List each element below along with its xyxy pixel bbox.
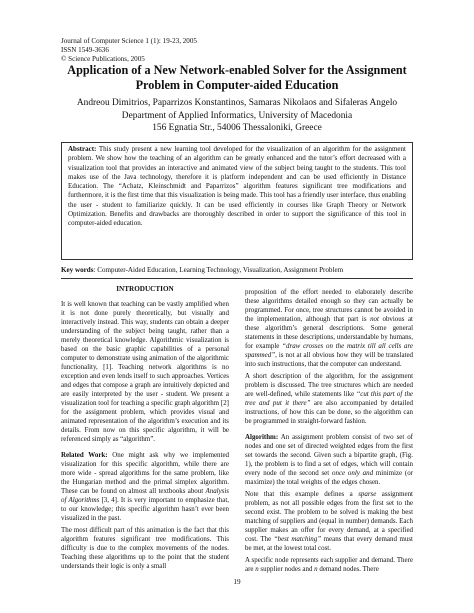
difficulty-paragraph: The most difficult part of this animation is the fact that this algorithm features significant tree modifications. This difficulty is due to the complex movements of the nodes. Teaching these algorithms up to the point that the student understands their logic is only a small bbox=[61, 526, 229, 570]
keywords-line bbox=[61, 266, 413, 275]
keywords-label: Key words bbox=[61, 266, 94, 274]
abstract-text: This study present a new learning tool developed for the visualization of an algorithm for the assignment problem. We show how the teaching of an algorithm can be greatly enhanced and the tutor’s effort decreased with a visualization tool that provides an interactive and animated view of the subject being taught to the students. This tool makes use of the Java technology, therefore it is platform independent and can be used efficiently in Distance Education. The “Achatz, Kleinschmidt and Paparrizos” algorithm features significant tree modifications and furthermore, it is the first time that this visualization is being made. This tool has a friendly user interface, thus enabling the user - student to familiarize quickly. It can be used efficiently in courses like Graph Theory or Network Optimization. Benefits and drawbacks are thoroughly described in order to support the significance of this tool in computer-aided education. bbox=[68, 145, 406, 228]
section-heading-introduction: INTRODUCTION bbox=[116, 285, 174, 293]
related-work-paragraph: Related Work: One might ask why we implemented visualization for this specific algorithm, while there are more wide - spread algorithms for the same problem, like the Hungarian method and the primal simplex algorithm. These can be found on almost all textbooks about Analysis of Algorithms [3, 4]. It is very important to emphasize that, to our knowledge; this specific algorithm hasn’t ever been visualized in the past. bbox=[61, 451, 229, 522]
sparse-paragraph: Note that this example defines a sparse assignment problem, as not all possible edges from the first set to the second exist. The problem to be solved is making the best matching of suppliers and (equal in number) demands. Each supplier makes an offer for every demand, at a specified cost. The “best matching” means that every demand must be met, at the lowest total cost. bbox=[245, 490, 413, 552]
journal-issn: ISSN 1549-3636 bbox=[61, 46, 109, 54]
algorithm-paragraph: Algorithm: An assignment problem consist of two set of nodes and one set of directed weighted edges from the first set towards the second. Given such a bipartite graph, (Fig. 1), the problem is to find a set of edges, which will contain every node of the second set once only and minimize (or maximize) the total weights of the edges chosen. bbox=[245, 433, 413, 486]
journal-header bbox=[61, 37, 197, 64]
abstract-label: Abstract: bbox=[68, 145, 97, 153]
intro-paragraph: It is well known that teaching can be vastly amplified when it is not done purely theoretically, but visually and interactively instead. This way, students can obtain a deeper understanding of the subject being taught, rather than a merely theoretical knowledge. Algorithmic visualization is based on the basic graphic capabilities of a personal computer to demonstrate using animation of the algorithmic functionality, [1]. Teaching network algorithms is no exception and even lends itself to such approaches. Vertices and edges that compose a graph are intuitively depicted and are easily interpreted by the user - student. We present a visualization tool for teaching a specific graph algorithm [2] for the assignment problem, which provides visual and animated representation of the algorithm’s execution and its details. From now on this specific algorithm, it will be referenced simply as “algorithm”. bbox=[61, 300, 229, 443]
divider-line bbox=[61, 278, 413, 279]
description-paragraph: A short description of the algorithm, for the assignment problem is discussed. The tree structures which are needed are well-defined, while statements like “cut this part of the tree and put it there” are also accompanied by detailed instructions, of how this can be done, so the algorithm can be programmed in straight-forward fashion. bbox=[245, 372, 413, 425]
journal-copyright: © Science Publications, 2005 bbox=[61, 55, 145, 63]
author-names: Andreou Dimitrios, Paparrizos Konstantinos, Samaras Nikolaos and Sifaleras Angelo bbox=[76, 98, 398, 108]
left-column bbox=[61, 285, 229, 574]
continuation-paragraph: proposition of the effort needed to elaborately describe these algorithms detailed enough so they can actually be programmed. For once, tree structures cannot be avoided in the implementation, although that part is not obvious at these algorithm’s general descriptions. Some general statements in these descriptions, understandable by humans, for example “draw crosses on the matrix till all cells are spammed”, is not at all obvious how they will be translated into such instructions, that the computer can understand. bbox=[245, 288, 414, 368]
paper-title: Application of a New Network-enabled Solver for the Assignment Problem in Computer-aided Education bbox=[67, 63, 407, 92]
related-work-label: Related Work: bbox=[61, 451, 108, 459]
algorithm-label: Algorithm: bbox=[245, 433, 279, 441]
author-block bbox=[61, 97, 413, 135]
author-address: 156 Egnatia Str., 54006 Thessaloniki, Greece bbox=[152, 123, 322, 133]
abstract-box bbox=[61, 142, 413, 260]
page-number: 19 bbox=[233, 578, 241, 586]
nodes-paragraph: A specific node represents each supplier and demand. There are n supplier nodes and n demand nodes. There bbox=[245, 556, 413, 573]
right-column bbox=[245, 288, 413, 577]
author-department: Department of Applied Informatics, University of Macedonia bbox=[121, 110, 353, 121]
journal-citation: Journal of Computer Science 1 (1): 19-23, 2005 bbox=[61, 37, 197, 45]
keywords-text: : Computer-Aided Education, Learning Technology, Visualization, Assignment Problem bbox=[93, 266, 344, 274]
